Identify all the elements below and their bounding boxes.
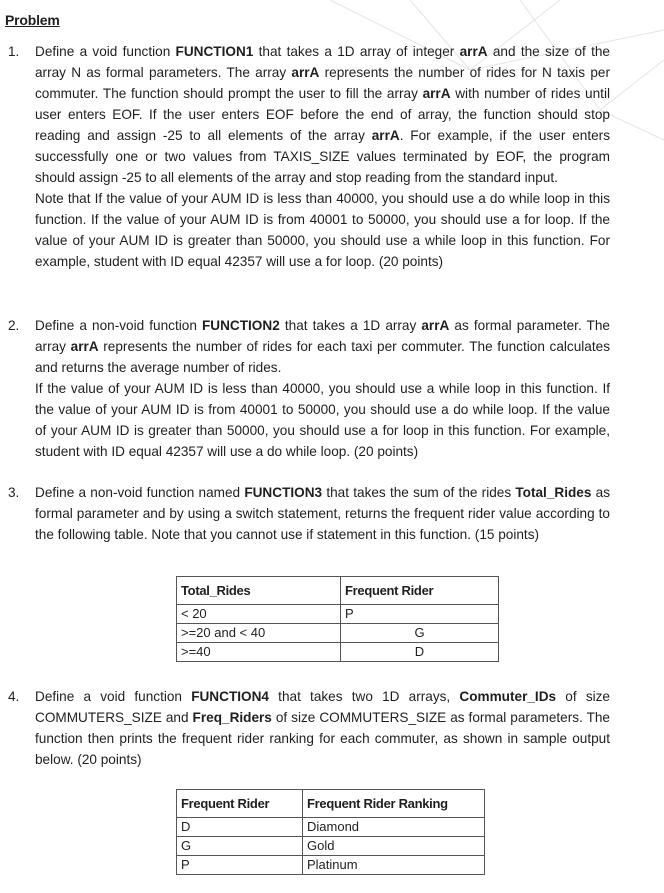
table-row bbox=[177, 818, 485, 837]
item-1-loop-note: Note that If the value of your AUM ID is less than 40000, you should use a do while loop in this function. If the value of your AUM ID is from 40001 to 50000, you should use a for loop. If the value of your AUM ID is greater than 50000, you should use a while loop in this function. For example, student with ID equal 42357 will use a for loop. (20 points) bbox=[35, 191, 610, 269]
table-cell: P bbox=[341, 605, 499, 624]
table-row bbox=[177, 643, 499, 662]
table-row bbox=[177, 856, 485, 875]
table-cell: Platinum bbox=[303, 856, 485, 875]
table-header: Frequent Rider bbox=[341, 577, 499, 605]
item-3-description: Define a non-void function named FUNCTION3 that takes the sum of the rides Total_Rides as formal parameter and by using a switch statement, returns the frequent rider value according to the following table. Note that you cannot use if statement in this function. (15 points) bbox=[35, 485, 611, 542]
item-1-description: Define a void function FUNCTION1 that takes a 1D array of integer arrA and the size of the array N as formal parameters. The array arrA represents the number of rides for N taxis per commuter. The function should prompt the user to fill the array arrA with number of rides until user enters EOF. If the user enters EOF before the end of array, the function should stop reading and assign -25 to all elements of the array arrA. For example, if the user enters successfully one or two values from TAXIS_SIZE values terminated by EOF, the program should assign -25 to all elements of the array and stop reading from the standard input. bbox=[35, 44, 610, 185]
table-cell: < 20 bbox=[177, 605, 341, 624]
item-number: 2. bbox=[8, 318, 20, 333]
table-cell: G bbox=[341, 624, 499, 643]
table-row bbox=[177, 837, 485, 856]
frequent-rider-ranking-table bbox=[176, 789, 485, 875]
table-cell: Gold bbox=[303, 837, 485, 856]
item-number: 1. bbox=[8, 44, 20, 59]
table-row bbox=[177, 605, 499, 624]
table-header: Total_Rides bbox=[177, 577, 341, 605]
table-cell: D bbox=[177, 818, 303, 837]
problem-heading: Problem bbox=[5, 12, 60, 28]
problem-item-4 bbox=[8, 686, 610, 770]
problem-item-2 bbox=[8, 315, 610, 462]
table-cell: Diamond bbox=[303, 818, 485, 837]
item-4-description: Define a void function FUNCTION4 that takes two 1D arrays, Commuter_IDs of size COMMUTERS_SIZE and Freq_Riders of size COMMUTERS_SIZE as formal parameters. The function then prints the frequent rider ranking for each commuter, as shown in sample output below. (20 points) bbox=[35, 689, 610, 767]
table-row bbox=[177, 624, 499, 643]
table-header: Frequent Rider Ranking bbox=[303, 790, 485, 818]
table-cell: >=20 and < 40 bbox=[177, 624, 341, 643]
table-header: Frequent Rider bbox=[177, 790, 303, 818]
table-cell: D bbox=[341, 643, 499, 662]
problem-item-1 bbox=[8, 41, 610, 272]
problem-item-3 bbox=[8, 482, 610, 545]
table-cell: P bbox=[177, 856, 303, 875]
total-rides-table bbox=[176, 576, 499, 662]
item-number: 4. bbox=[8, 689, 20, 704]
item-2-description: Define a non-void function FUNCTION2 that takes a 1D array arrA as formal parameter. The array arrA represents the number of rides for each taxi per commuter. The function calculates and returns the average number of rides. bbox=[35, 318, 611, 375]
item-2-loop-note: If the value of your AUM ID is less than 40000, you should use a while loop in this function. If the value of your AUM ID is from 40001 to 50000, you should use a do while loop. If the value of your AUM ID is greater than 50000, you should use a for loop in this function. For example, student with ID equal 42357 will use a do while loop. (20 points) bbox=[35, 381, 610, 459]
table-cell: >=40 bbox=[177, 643, 341, 662]
item-number: 3. bbox=[8, 485, 20, 500]
table-cell: G bbox=[177, 837, 303, 856]
